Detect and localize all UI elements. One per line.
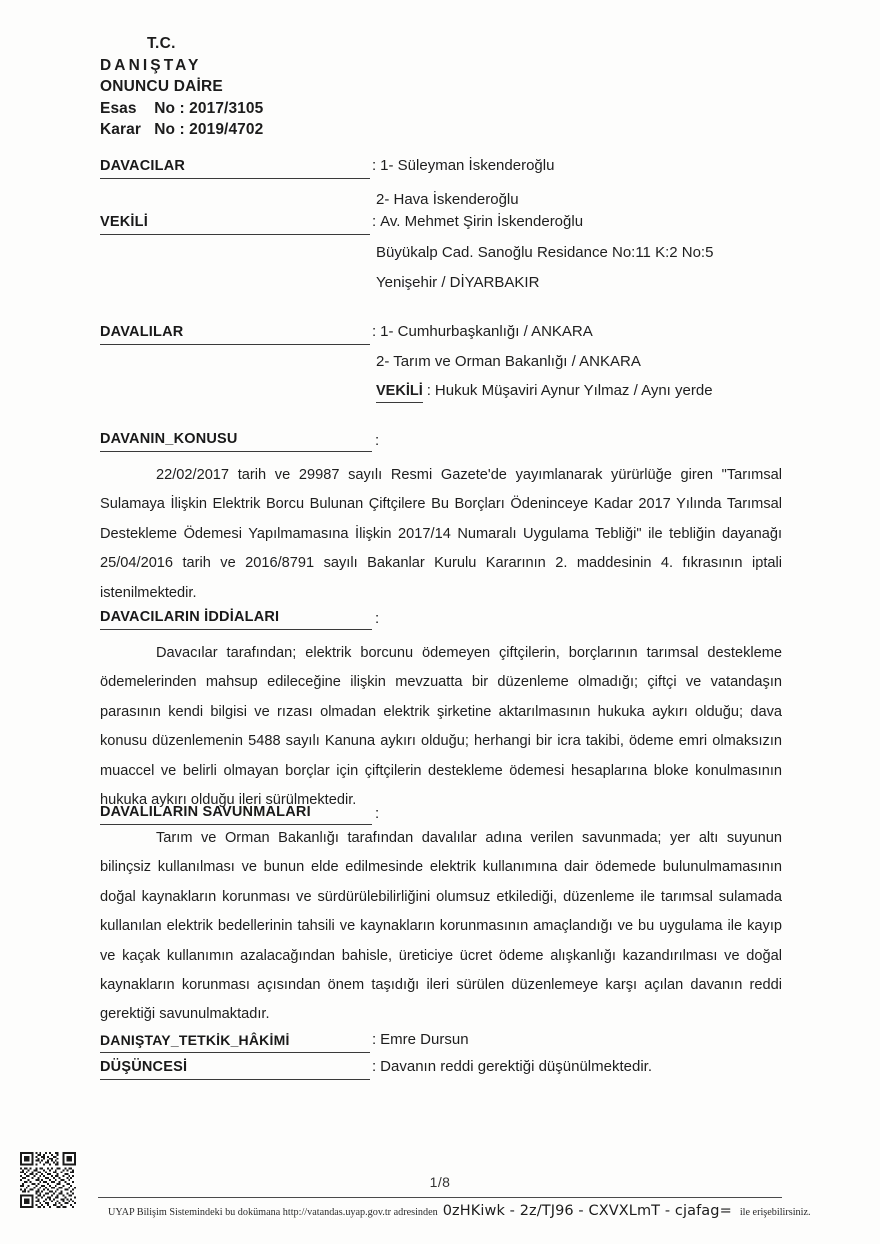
section-heading-subject-label: DAVANIN_KONUSU <box>100 430 372 452</box>
footer-text-before: UYAP Bilişim Sistemindeki bu dokümana http://vatandas.uyap.gov.tr adresinden <box>108 1207 438 1218</box>
header-court-name: DANIŞTAY <box>100 56 202 74</box>
field-plaintiffs-colon: : <box>372 157 377 174</box>
header-chamber: ONUNCU DAİRE <box>100 78 223 95</box>
field-examining-judge-value: Emre Dursun <box>380 1031 469 1048</box>
section-body-subject: 22/02/2017 tarih ve 29987 sayılı Resmi Gazete'de yayımlanarak yürürlüğe giren "Tarımsal Sulamaya İlişkin Elektrik Borcu Bulunan Çiftçilere Bu Borçları Ödeninceye Kadar 2017 Yılında Tarımsal Destekleme Ödemesi Yapılmamasına İlişkin 2017/14 Numaralı Uygulama Tebliği" ile tebliğin dayanağı 25/04/2016 tarih ve 2016/8791 sayılı Bakanlar Kurulu Kararının 2. maddesinin 4. fıkrasının iptali istenilmektedir. <box>100 467 782 601</box>
document-header <box>100 33 263 141</box>
section-heading-defenses-colon: : <box>375 805 380 822</box>
header-tc: T.C. <box>147 35 176 52</box>
field-opinion-label: DÜŞÜNCESİ <box>100 1057 370 1080</box>
field-examining-judge <box>100 1030 469 1053</box>
field-defendants-label: DAVALILAR <box>100 322 370 345</box>
field-attorney-colon: : <box>372 213 377 230</box>
field-plaintiffs-value-1: 1- Süleyman İskenderoğlu <box>380 157 555 174</box>
field-plaintiffs <box>100 156 554 179</box>
section-heading-subject <box>100 430 379 452</box>
footer-verification-code: 0zHKiwk - 2z/TJ96 - CXVXLmT - cjafag= <box>442 1203 732 1219</box>
section-heading-defenses-label: DAVALILARIN SAVUNMALARI <box>100 803 372 825</box>
field-examining-judge-colon: : <box>372 1031 377 1048</box>
field-opinion-value: Davanın reddi gerektiği düşünülmektedir. <box>380 1058 652 1075</box>
field-defendants-attorney-value: Hukuk Müşaviri Aynur Yılmaz / Aynı yerde <box>434 382 713 399</box>
section-heading-defenses <box>100 803 379 825</box>
field-defendants-attorney-colon: : <box>426 382 431 399</box>
field-attorney-value-1: Av. Mehmet Şirin İskenderoğlu <box>380 213 584 230</box>
header-case-esas: Esas No : 2017/3105 <box>100 99 264 117</box>
section-heading-subject-colon: : <box>375 432 380 449</box>
field-defendants <box>100 322 593 345</box>
field-attorney-label: VEKİLİ <box>100 212 370 235</box>
section-heading-claims <box>100 608 379 630</box>
field-defendants-value-1: 1- Cumhurbaşkanlığı / ANKARA <box>380 323 593 340</box>
field-plaintiffs-value-2: 2- Hava İskenderoğlu <box>376 191 519 208</box>
footer-text-after: ile erişebilirsiniz. <box>739 1207 811 1218</box>
section-heading-claims-label: DAVACILARIN İDDİALARI <box>100 608 372 630</box>
header-case-karar: Karar No : 2019/4702 <box>100 121 264 138</box>
field-defendants-attorney-label: VEKİLİ <box>376 381 423 403</box>
field-attorney-value-3: Yenişehir / DİYARBAKIR <box>376 274 540 291</box>
page-number: 1/8 <box>429 1174 451 1190</box>
section-heading-claims-colon: : <box>375 610 380 627</box>
field-examining-judge-label: DANIŞTAY_TETKİK_HÂKİMİ <box>100 1030 370 1053</box>
field-opinion <box>100 1057 652 1080</box>
field-attorney <box>100 212 583 235</box>
section-body-defenses: Tarım ve Orman Bakanlığı tarafından davalılar adına verilen savunmada; yer altı suyunun bilinçsiz kullanılması ve bunun elde edilmesinde elektrik kullanımına dair ödemede bulunulmamasının doğal kaynakların korunması ve sürdürülebilirliğini olumsuz etkilediği, düzenleme ile tarımsal sulamada kullanılan elektrik bedellerinin tahsili ve kaynakların korunmasının amaçlandığı ve bu uygulama ile kayıp ve kaçak kullanımın azalacağından bahisle, üreticiye ücret ödeme alışkanlığı kazandırılması ve doğal kaynakların korunması açısından önem taşıdığı ileri sürülen düzenlemeye karşı açılan davanın reddi gerektiği savunulmaktadır. <box>100 830 782 1023</box>
footer-verification <box>108 1203 811 1219</box>
field-opinion-colon: : <box>372 1058 377 1075</box>
field-defendants-value-2: 2- Tarım ve Orman Bakanlığı / ANKARA <box>376 353 641 370</box>
field-defendants-attorney <box>376 381 713 403</box>
field-defendants-colon: : <box>372 323 377 340</box>
field-plaintiffs-label: DAVACILAR <box>100 156 370 179</box>
footer-divider <box>98 1197 782 1198</box>
field-attorney-value-2: Büyükalp Cad. Sanoğlu Residance No:11 K:2 No:5 <box>376 244 714 261</box>
section-body-claims: Davacılar tarafından; elektrik borcunu ödemeyen çiftçilerin, borçlarının tarımsal destekleme ödemelerinden mahsup edileceğine ilişkin mevzuatta bir düzenleme olmadığı; çiftçi ve vatandaşın parasının kendi bilgisi ve rızası olmadan elektrik şirketine aktarılmasının hukuka aykırı olduğu; dava konusu düzenlemenin 5488 sayılı Kanuna aykırı olduğu; herhangi bir icra takibi, ödeme emri olmaksızın muaccel ve belirli olmayan borçlar için çiftçilerin destekleme ödemesi hesaplarına bloke konulmasının hukuka aykırı olduğu ileri sürülmektedir. <box>100 645 782 809</box>
